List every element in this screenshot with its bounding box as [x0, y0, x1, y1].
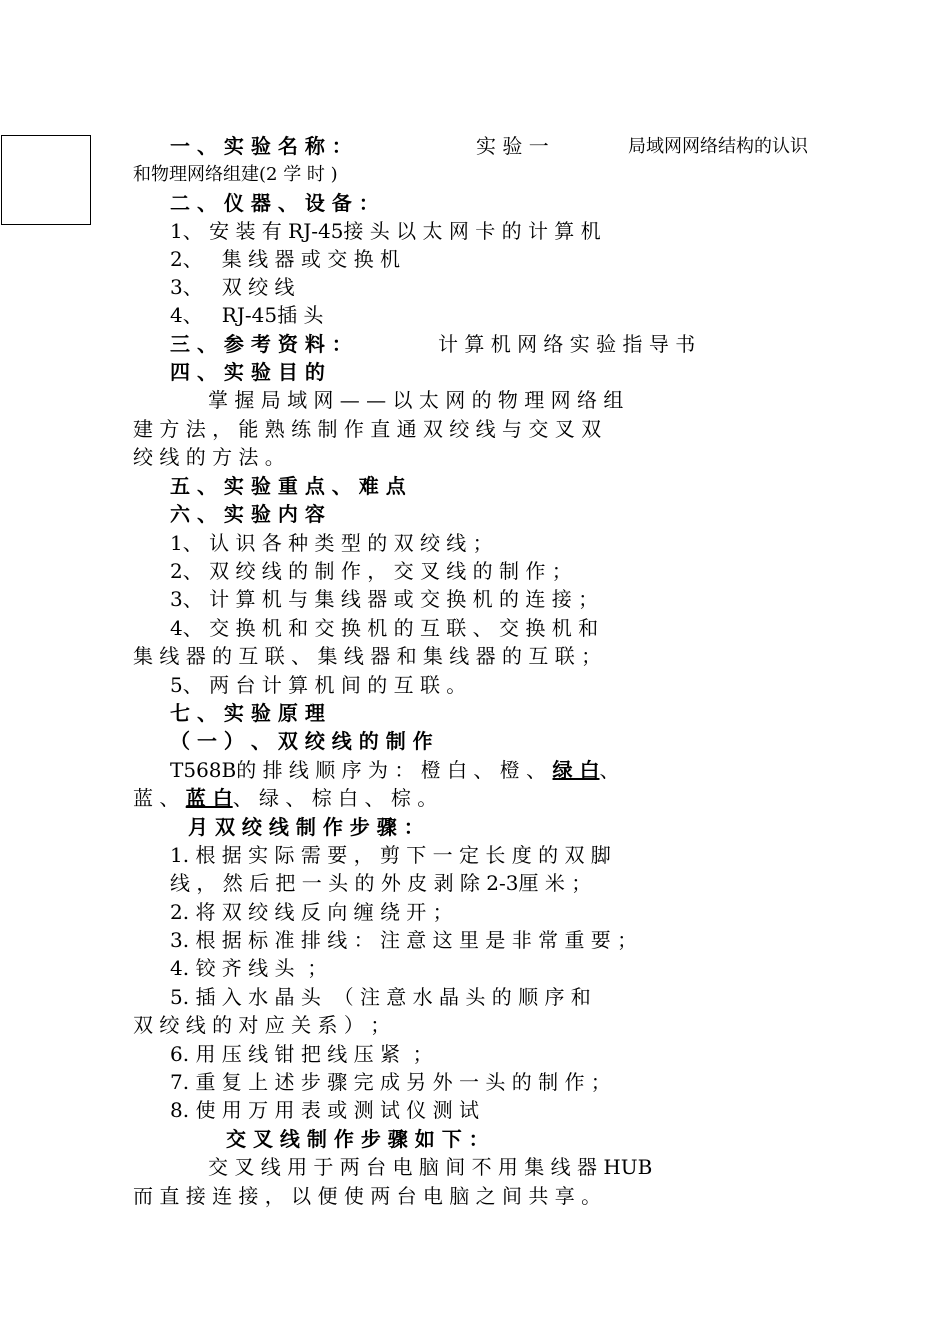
sec4-line-3: 绞 线 的 方 法 。	[133, 445, 285, 469]
step-line-2: 线 ， 然 后 把 一 头 的 外 皮 剥 除 2-3厘 米 ；	[170, 871, 592, 895]
step-line-1: 1. 根 据 实 际 需 要 ， 剪 下 一 定 长 度 的 双 脚	[170, 843, 611, 867]
step-line-8: 6. 用 压 线 钳 把 线 压 紧 ；	[170, 1042, 433, 1066]
cross-line-1: 交 叉 线 用 于 两 台 电 脑 间 不 用 集 线 器 HUB	[208, 1155, 653, 1179]
t568b-line	[170, 756, 619, 784]
t568b-cont-a: 蓝 、	[133, 786, 180, 810]
sec6-line-6: 5、 两 台 计 算 机 间 的 互 联 。	[170, 673, 467, 697]
t568b-cont-c: 、 绿 、 棕 白 、 棕 。	[232, 786, 438, 810]
sec6-line-4: 4、 交 换 机 和 交 换 机 的 互 联 、 交 换 机 和	[170, 616, 599, 640]
sec4-line-2: 建 方 法 ， 能 熟 练 制 作 直 通 双 绞 线 与 交 叉 双	[133, 417, 602, 441]
sec3-label: 三 、 参 考 资 料 ：	[170, 332, 352, 356]
title-exp: 实 验 一	[476, 134, 549, 158]
t568b-green-white: 绿 白	[552, 758, 600, 782]
cross-heading: 交 叉 线 制 作 步 骤 如 下 ：	[226, 1127, 489, 1151]
t568b-text-a: T568B的 排 线 顺 序 为 ： 橙 白 、 橙 、	[170, 758, 547, 782]
sec6-line-2: 2、 双 绞 线 的 制 作 ， 交 叉 线 的 制 作 ；	[170, 559, 572, 583]
sec6-line-3: 3、 计 算 机 与 集 线 器 或 交 换 机 的 连 接 ；	[170, 587, 599, 611]
step-line-5: 4. 铰 齐 线 头 ；	[170, 956, 328, 980]
sec4-heading: 四 、 实 验 目 的	[170, 360, 325, 384]
t568b-text-c: 、	[599, 758, 620, 782]
title-topic: 局域网网络结构的认识	[628, 136, 808, 157]
sec2-item-3: 3、 双 绞 线	[170, 275, 295, 299]
step-line-9: 7. 重 复 上 述 步 骤 完 成 另 外 一 头 的 制 作 ；	[170, 1070, 611, 1094]
step-line-4: 3. 根 据 标 准 排 线 ： 注 意 这 里 是 非 常 重 要 ；	[170, 928, 638, 952]
title-label: 一 、 实 验 名 称 ：	[170, 134, 352, 158]
t568b-blue-white: 蓝 白	[185, 786, 233, 810]
sec6-line-5: 集 线 器 的 互 联 、 集 线 器 和 集 线 器 的 互 联 ；	[133, 644, 602, 668]
corner-frame	[1, 135, 91, 225]
step-line-3: 2. 将 双 绞 线 反 向 缠 绕 开 ；	[170, 900, 453, 924]
steps-heading: 月 双 绞 线 制 作 步 骤 ：	[188, 815, 424, 839]
sec6-heading: 六 、 实 验 内 容	[170, 502, 325, 526]
step-line-7: 双 绞 线 的 对 应 关 系 ） ；	[133, 1013, 391, 1037]
sec2-item-4: 4、 RJ-45插 头	[170, 303, 324, 327]
sec2-item-1: 1、 安 装 有 RJ-45接 头 以 太 网 卡 的 计 算 机	[170, 219, 601, 243]
sec5-heading: 五 、 实 验 重 点 、 难 点	[170, 474, 406, 498]
step-line-6: 5. 插 入 水 晶 头 （ 注 意 水 晶 头 的 顺 序 和	[170, 985, 591, 1009]
title-cont: 和物理网络组建(2 学 时 )	[133, 164, 338, 185]
sec7-heading: 七 、 实 验 原 理	[170, 701, 325, 725]
t568b-cont-line	[133, 784, 437, 812]
step-line-10: 8. 使 用 万 用 表 或 测 试 仪 测 试	[170, 1098, 480, 1122]
sec2-item-2: 2、 集 线 器 或 交 换 机	[170, 247, 400, 271]
cross-line-2: 而 直 接 连 接 ， 以 便 使 两 台 电 脑 之 间 共 享 。	[133, 1184, 602, 1208]
sec2-heading: 二 、 仪 器 、 设 备 ：	[170, 191, 379, 215]
sec4-line-1: 掌 握 局 域 网 — — 以 太 网 的 物 理 网 络 组	[208, 388, 624, 412]
sec6-line-1: 1、 认 识 各 种 类 型 的 双 绞 线 ；	[170, 531, 493, 555]
sec7-sub1: （ 一 ） 、 双 绞 线 的 制 作	[170, 729, 433, 753]
sec3-value: 计 算 机 网 络 实 验 指 导 书	[438, 332, 696, 356]
